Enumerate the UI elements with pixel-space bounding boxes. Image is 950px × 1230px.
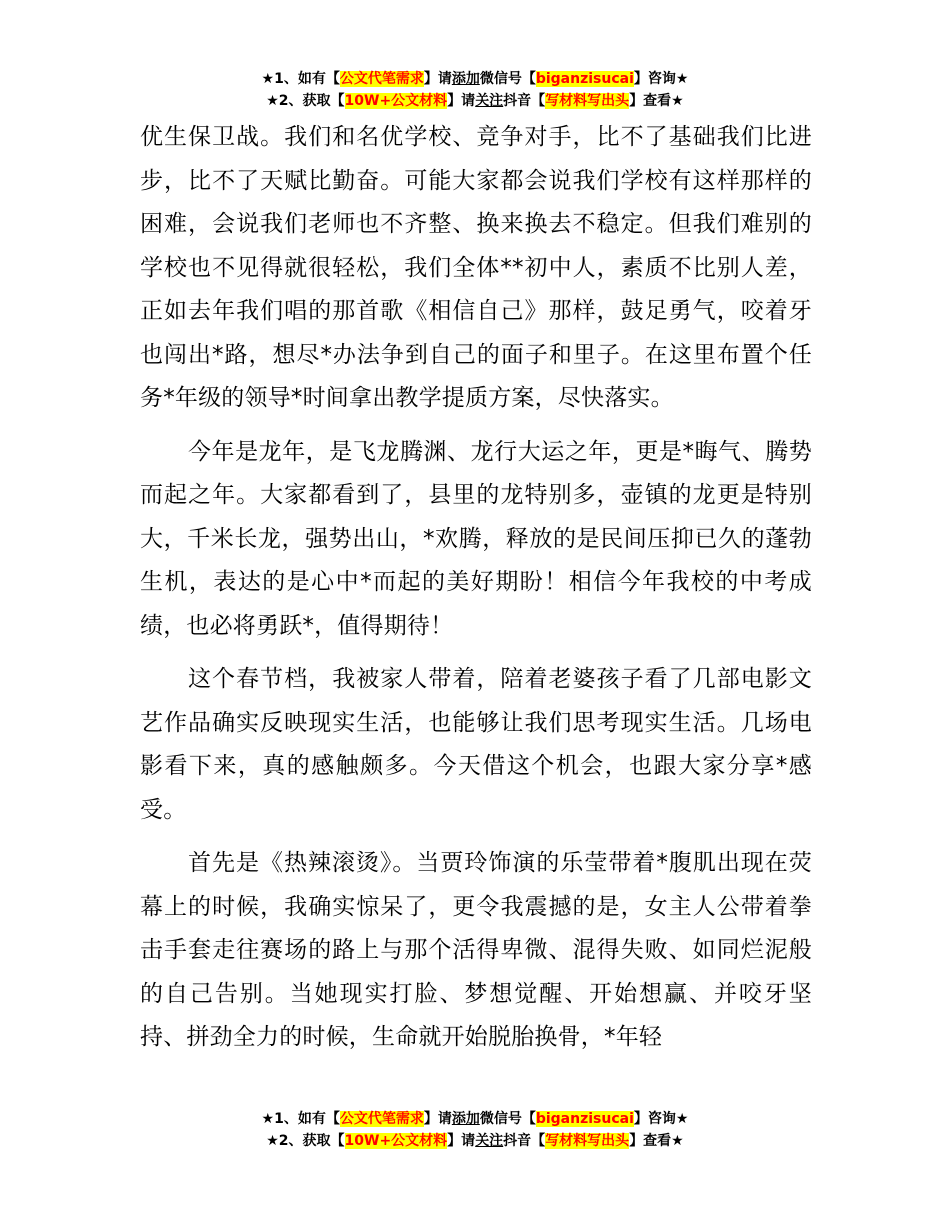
footer-line2-text-1: ★2、获取【 [266, 1133, 345, 1149]
footer-underline-add: 添加 [451, 1111, 480, 1127]
header-highlight-ghostwriting: 公文代笔需求 [339, 71, 424, 87]
header-line2-text-1: ★2、获取【 [266, 93, 345, 109]
footer-highlight-wechat-id: biganzisucai [535, 1111, 634, 1127]
header-line2-text-2: 】请 [447, 93, 476, 109]
header-line1-text-4: 】咨询★ [633, 71, 689, 87]
footer-highlight-douyin-account: 写材料写出头 [545, 1133, 630, 1149]
header-line2-text-4: 】查看★ [629, 93, 684, 109]
footer-line1-text-4: 】咨询★ [633, 1111, 689, 1127]
footer-line1-text-3: 微信号【 [479, 1111, 536, 1127]
header-highlight-douyin-account: 写材料写出头 [545, 93, 630, 109]
header-line1-text-3: 微信号【 [479, 71, 536, 87]
footer-line2-text-4: 】查看★ [629, 1133, 684, 1149]
paragraph-2: 今年是龙年，是飞龙腾渊、龙行大运之年，更是*晦气、腾势而起之年。大家都看到了，县里的龙特别多，壶镇的龙更是特别大，千米长龙，强势出山，*欢腾，释放的是民间压抑已久的蓬勃生机，表达的是心中*而起的美好期盼！相信今年我校的中考成绩，也必将勇跃*，值得期待！ [140, 438, 812, 639]
header-banner-line-2 [0, 90, 950, 112]
footer-line1-text-2: 】请 [423, 1111, 452, 1127]
footer-line2-text-2: 】请 [447, 1133, 476, 1149]
footer-banner-line-2 [0, 1130, 950, 1152]
header-underline-add: 添加 [451, 71, 480, 87]
footer-line1-text-1: ★1、如有【 [261, 1111, 340, 1127]
header-banner [0, 68, 950, 112]
footer-banner [0, 1108, 950, 1152]
footer-highlight-materials: 10W+公文材料 [344, 1133, 448, 1149]
header-underline-follow: 关注 [475, 93, 504, 109]
paragraph-4: 首先是《热辣滚烫》。当贾玲饰演的乐莹带着*腹肌出现在荧幕上的时候，我确实惊呆了，更令我震撼的是，女主人公带着拳击手套走往赛场的路上与那个活得卑微、混得失败、如同烂泥般的自己告别。当她现实打脸、梦想觉醒、开始想赢、并咬牙坚持、拼劲全力的时候，生命就开始脱胎换骨，*年轻 [140, 850, 812, 1050]
document-body [140, 116, 812, 1060]
header-line1-text-1: ★1、如有【 [261, 71, 340, 87]
header-line1-text-2: 】请 [423, 71, 452, 87]
footer-banner-line-1 [0, 1108, 950, 1130]
footer-highlight-ghostwriting: 公文代笔需求 [339, 1111, 424, 1127]
paragraph-3: 这个春节档，我被家人带着，陪着老婆孩子看了几部电影文艺作品确实反映现实生活，也能够让我们思考现实生活。几场电影看下来，真的感触颇多。今天借这个机会，也跟大家分享*感受。 [140, 666, 812, 823]
header-highlight-materials: 10W+公文材料 [344, 93, 448, 109]
footer-line2-text-3: 抖音【 [503, 1133, 546, 1149]
header-line2-text-3: 抖音【 [503, 93, 546, 109]
footer-underline-follow: 关注 [475, 1133, 504, 1149]
header-highlight-wechat-id: biganzisucai [535, 71, 634, 87]
paragraph-1: 优生保卫战。我们和名优学校、竞争对手，比不了基础我们比进步，比不了天赋比勤奋。可能大家都会说我们学校有这样那样的困难，会说我们老师也不齐整、换来换去不稳定。但我们难别的学校也不见得就很轻松，我们全体**初中人，素质不比别人差，正如去年我们唱的那首歌《相信自己》那样，鼓足勇气，咬着牙也闯出*路，想尽*办法争到自己的面子和里子。在这里布置个任务*年级的领导*时间拿出教学提质方案，尽快落实。 [140, 124, 812, 411]
header-banner-line-1 [0, 68, 950, 90]
